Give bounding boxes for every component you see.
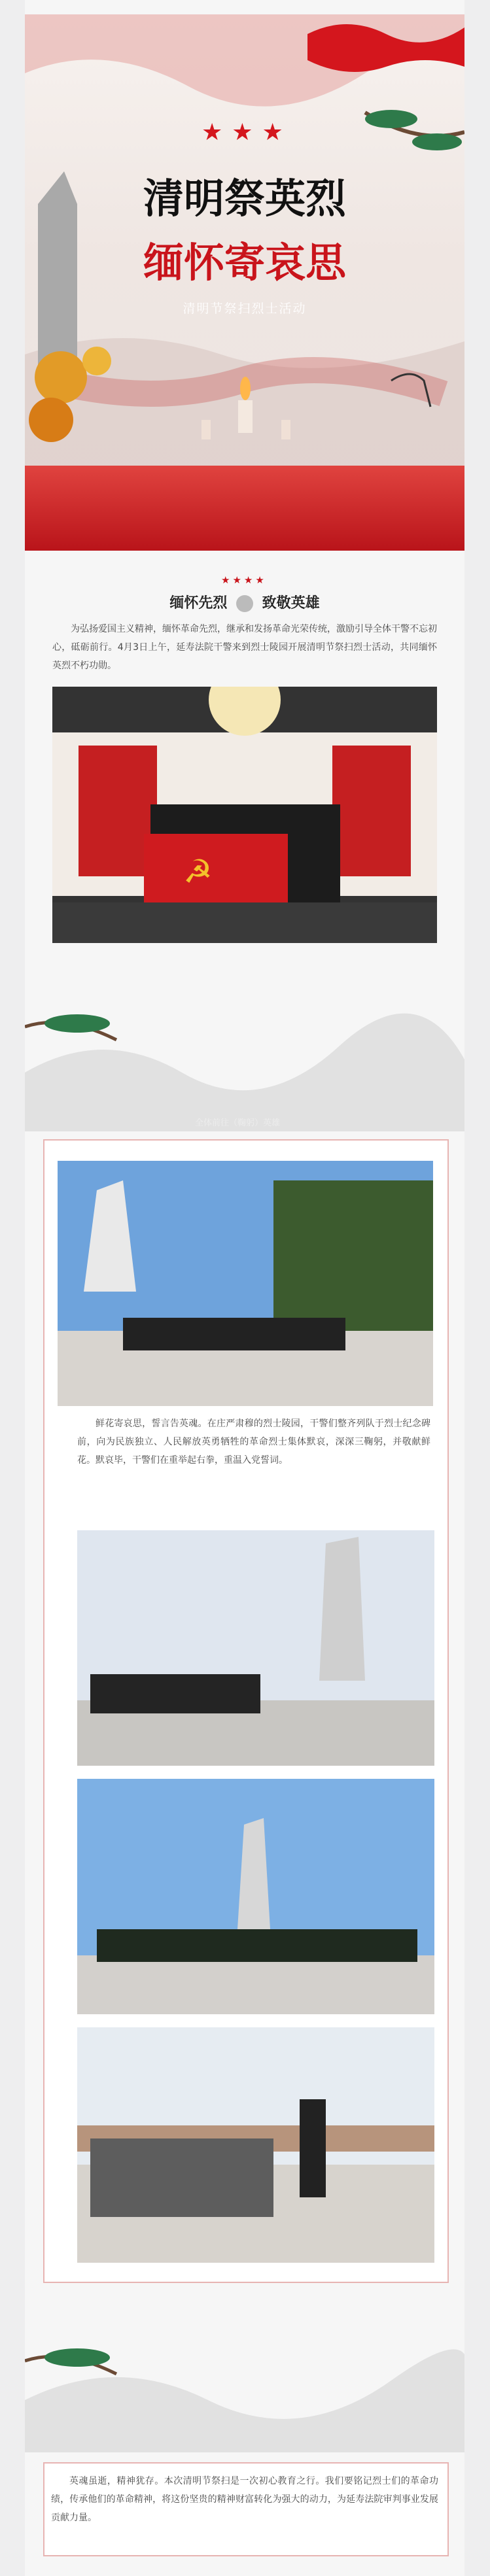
section-title-left: 缅怀先烈 — [169, 595, 228, 611]
article-page — [25, 0, 464, 2576]
hero-banner — [25, 14, 464, 551]
section-dots: ★★★★ — [221, 574, 267, 586]
ink-landscape-divider-2 — [25, 2309, 464, 2452]
hero-subtitle: 清明节祭扫烈士活动 — [183, 301, 307, 316]
section2-label: 全体前往（鞠躬）英雄 — [195, 1118, 281, 1128]
hero-title-line2: 缅怀寄哀思 — [143, 239, 346, 286]
red-flag-icon — [307, 14, 464, 73]
section-title-right: 致敬英雄 — [262, 595, 320, 611]
closing-paragraph: 英魂虽逝，精神犹存。本次清明节祭扫是一次初心教育之行。我们要铭记烈士们的革命功绩，传承他们的革命精神，将这份坚贵的精神财富转化为强大的动力，为延寿法院审判事业发展贡献力量。 — [51, 2476, 438, 2523]
monument-photo-3 — [77, 1779, 434, 2014]
monument-photo-1 — [58, 1161, 433, 1406]
tribute-photo — [77, 2027, 434, 2263]
svg-text:☭: ☭ — [183, 853, 213, 891]
hero-title-line1: 清明祭英烈 — [143, 175, 346, 222]
ceremony-paragraph: 鲜花寄哀思，誓言告英魂。在庄严肃穆的烈士陵园，干警们整齐列队于烈士纪念碑前，向为民族独立、人民解放英勇牺牲的革命烈士集体默哀，深深三鞠躬，并敬献鲜花。默哀毕，干警们在重举起右拳，重温入党誓词。 — [77, 1418, 430, 1466]
monument-photo-2 — [77, 1530, 434, 1766]
hero-red-band — [25, 466, 464, 551]
hero-stars: ★★★ — [201, 119, 292, 146]
ink-landscape-divider — [25, 974, 464, 1131]
intro-paragraph: 为弘扬爱国主义精神，缅怀革命先烈，继承和发扬革命光荣传统，激励引导全体干警不忘初心，砥砺前行。4月3日上午，延寿法院干警来到烈士陵园开展清明节祭扫烈士活动，共同缅怀英烈不朽功勋。 — [52, 624, 437, 671]
group-photo — [52, 687, 437, 943]
section-title — [25, 592, 464, 612]
medal-icon — [236, 595, 253, 612]
